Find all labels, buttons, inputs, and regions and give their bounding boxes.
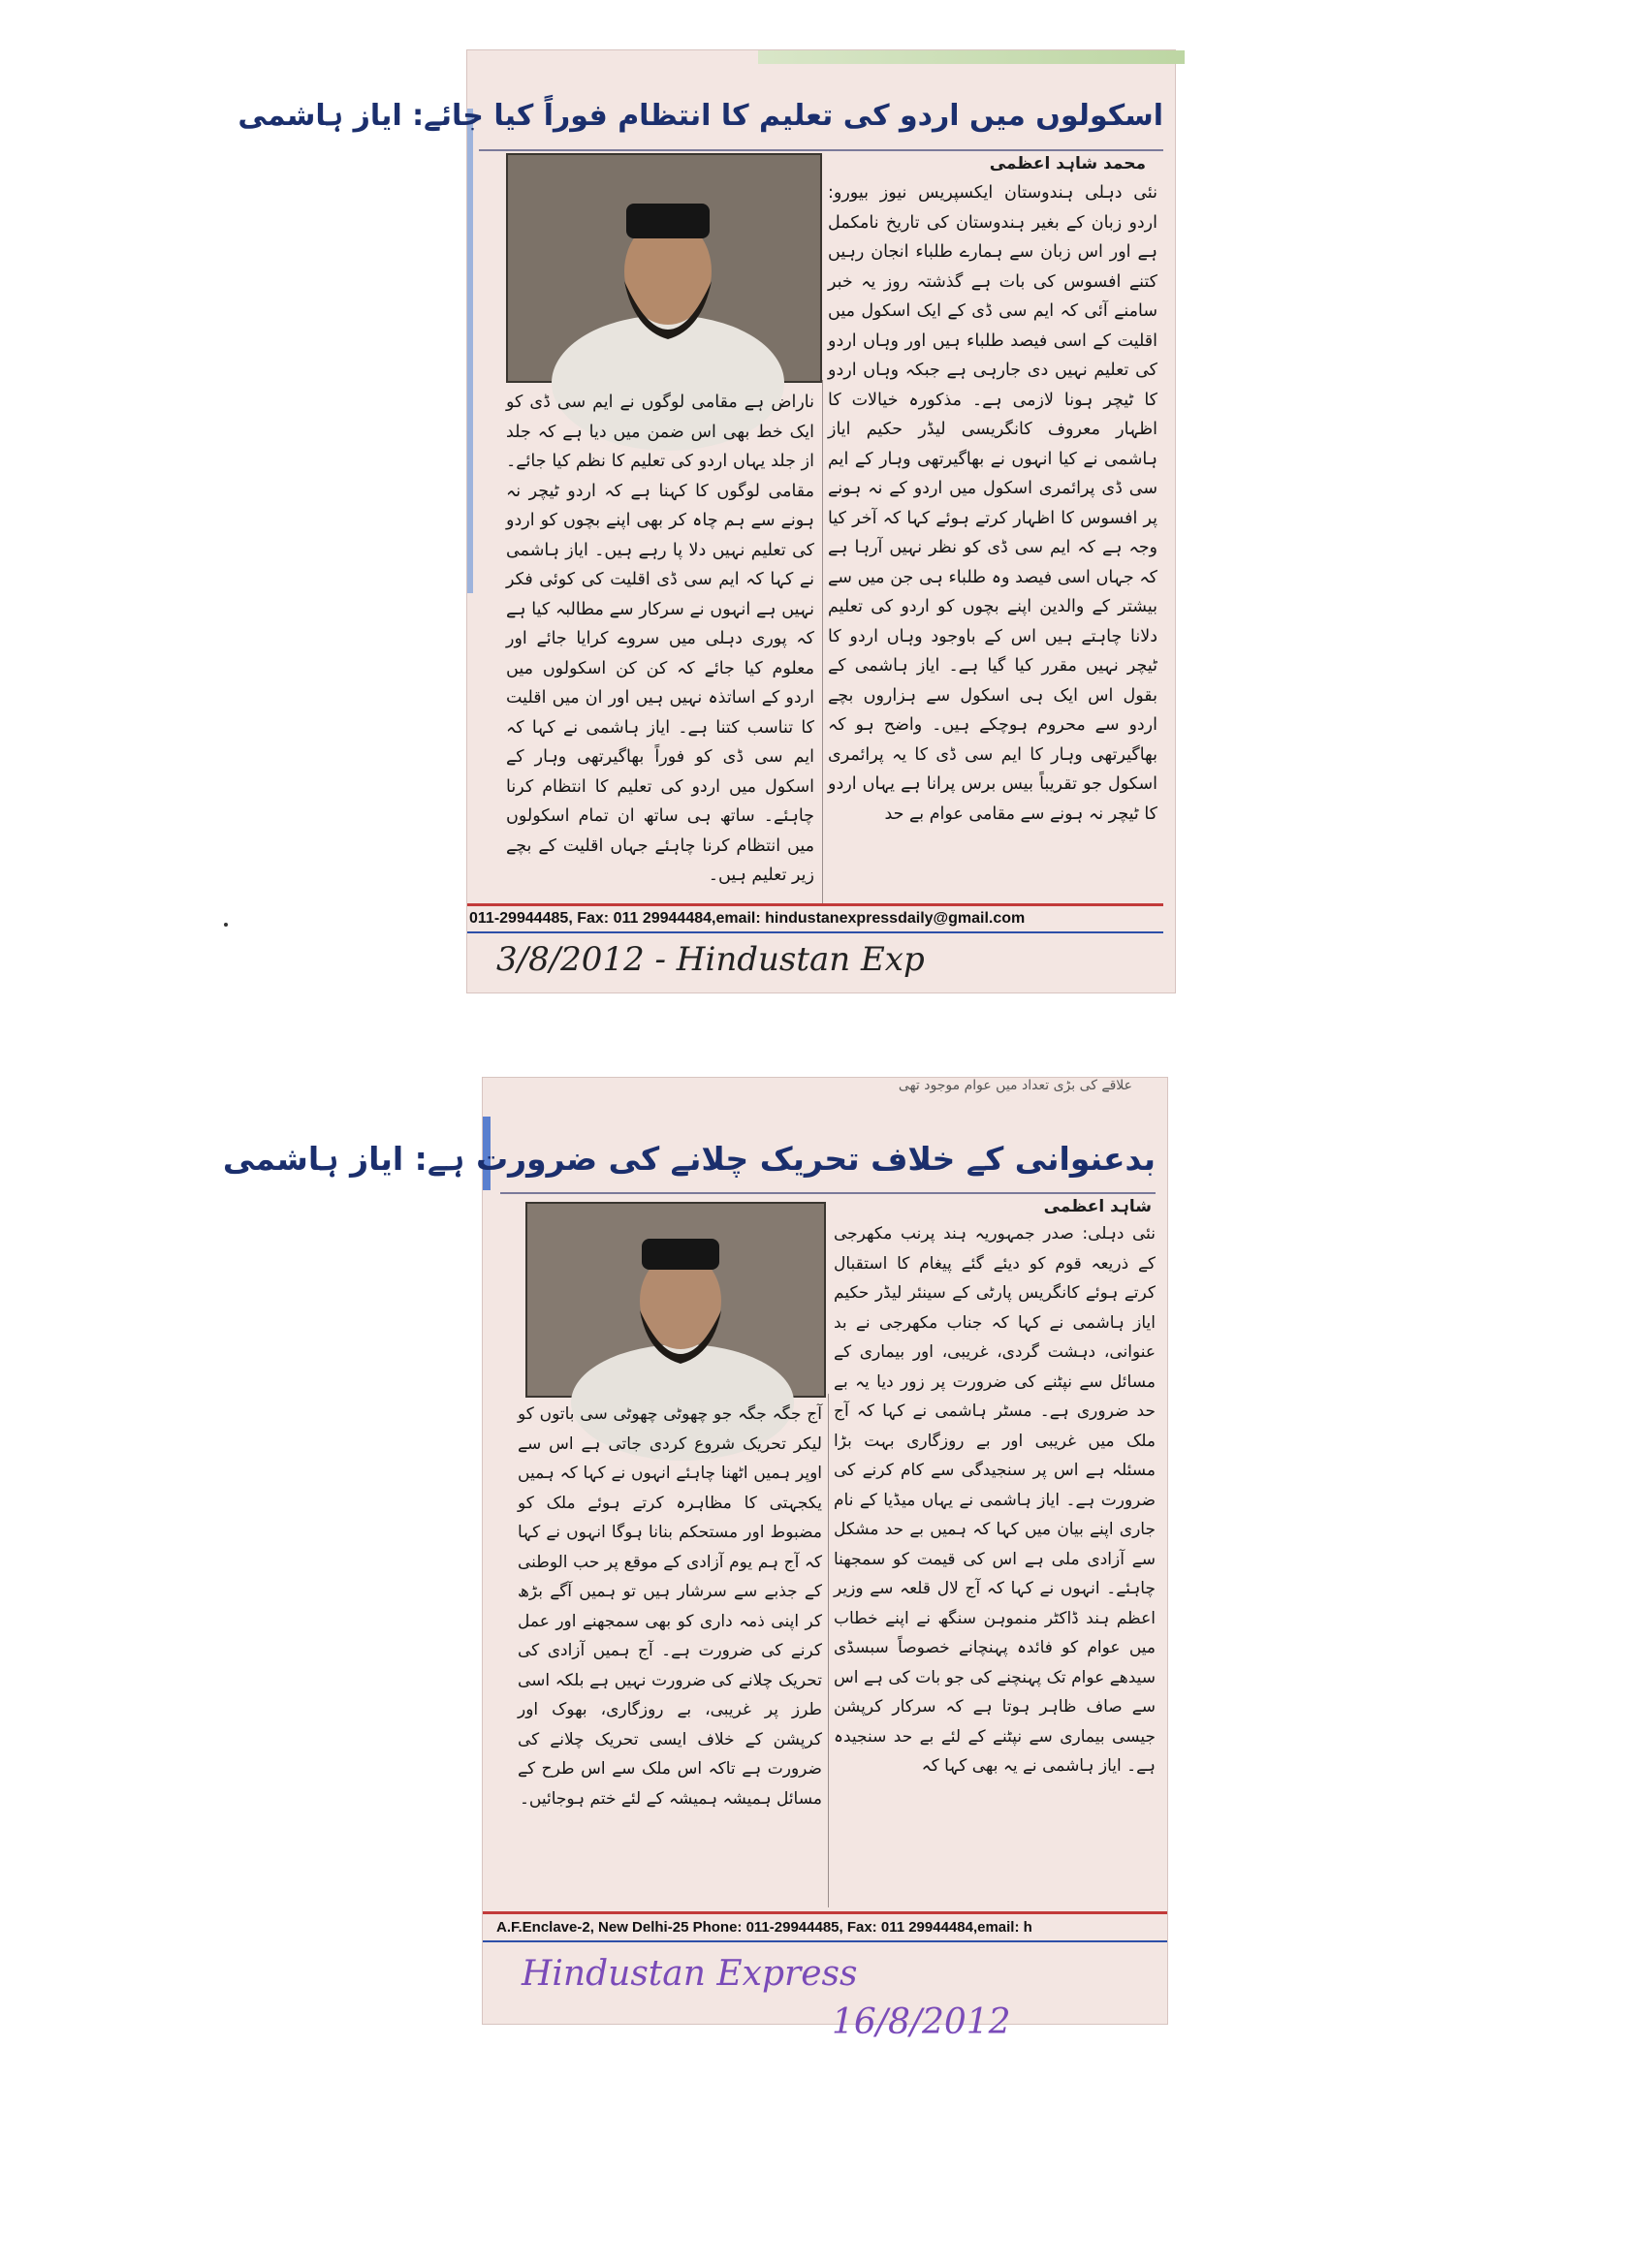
footer-rule-blue [467,931,1163,933]
byline: شاہد اعظمی [1043,1197,1152,1216]
column-separator [822,380,823,903]
stray-dot [224,923,228,927]
blue-margin-mark [467,109,473,593]
article-right-column [834,1219,1156,1906]
clipping-2 [222,1078,1167,2024]
footer-rule-blue [483,1940,1167,1942]
byline: محمد شاہد اعظمی [989,154,1146,173]
clipping-1 [238,50,1175,992]
portrait-image [508,155,820,381]
article-left-column [506,388,814,903]
left-column-text: ناراض ہے مقامی لوگوں نے ایم سی ڈی کو ایک خط بھی اس ضمن میں دیا ہے کہ جلد از جلد یہاں اردو کی تعلیم کا نظم کیا جائے۔ مقامی لوگوں کا کہنا ہے کہ اردو ٹیچر نہ ہونے سے ہم چاہ کر بھی اپنے بچوں کو اردو کی تعلیم نہیں دلا پا رہے ہیں۔ ایاز ہاشمی نے کہا کہ ایم سی ڈی اقلیت کی کوئی فکر نہیں ہے انہوں نے سرکار سے مطالبہ کیا ہے کہ پوری دہلی میں سروے کرایا جائے اور معلوم کیا جائے کہ کن کن اسکولوں میں اردو کے اساتذہ نہیں ہیں اور ان میں اقلیت کا تناسب کتنا ہے۔ ایاز ہاشمی نے کہا کہ ایم سی ڈی کو فوراً بھاگیرتھی وہار کے اسکول میں اردو کی تعلیم کا انتظام کرنا چاہئے۔ ساتھ ہی ساتھ ان تمام اسکولوں میں انتظام کرنا چاہئے جہاں اقلیت کے بچے زیر تعلیم ہیں۔ [506,393,814,885]
handwritten-date: 16/8/2012 [832,2002,1011,2042]
article-left-column [518,1400,822,1906]
handwritten-source: Hindustan Express [522,1954,858,1994]
right-column-text: نئی دہلی: صدر جمہوریہ ہند پرنب مکھرجی کے ذریعہ قوم کو دیئے گئے پیغام کا استقبال کرتے ہوئے کانگریس پارٹی کے سینئر لیڈر حکیم ایاز ہاشمی نے کہا کہ جناب مکھرجی نے بد عنوانی، دہشت گردی، غریبی، اور بیماری کے مسائل سے نپٹنے کی ضرورت پر زور دیا یہ بے حد ضروری ہے۔ مسٹر ہاشمی نے کہا کہ آج ملک میں غریبی اور بے روزگاری بہت بڑا مسئلہ ہے اس پر سنجیدگی سے کام کرنے کی ضرورت ہے۔ ایاز ہاشمی نے یہاں میڈیا کے نام جاری اپنے بیان میں کہا کہ ہمیں بے حد مشکل سے آزادی ملی ہے اس کی قیمت کو سمجھنا چاہئے۔ انہوں نے کہا کہ آج لال قلعہ سے وزیر اعظم ہند ڈاکٹر منموہن سنگھ نے اپنے خطاب میں عوام کو فائدہ پہنچانے خصوصاً سبسڈی سیدھے عوام تک پہنچنے کی جو بات کی ہے اس سے صاف ظاہر ہوتا ہے کہ سرکار کرپشن جیسی بیماری سے نپٹنے کے لئے بے حد سنجیدہ ہے۔ ایاز ہاشمی نے یہ بھی کہا کہ [834,1224,1156,1776]
article-right-column [828,178,1157,896]
torn-top-fragment: علاقے کی بڑی تعداد میں عوام موجود تھی [898,1078,1132,1093]
footer-contact: A.F.Enclave-2, New Delhi-25 Phone: 011-29944485, Fax: 011 29944484,email: h [496,1919,1032,1936]
author-photo [506,153,822,383]
author-photo [525,1202,826,1398]
column-separator [828,1394,829,1907]
left-column-text: آج جگہ جگہ جو چھوٹی چھوٹی سی باتوں کو لیکر تحریک شروع کردی جاتی ہے اس سے اوپر ہمیں اٹھنا چاہئے انہوں نے کہا کہ ہمیں یکجہتی کا مظاہرہ کرتے ہوئے ملک کو مضبوط اور مستحکم بنانا ہوگا انہوں نے کہا کہ آج ہم یوم آزادی کے موقع پر حب الوطنی کے جذبے سے سرشار ہیں تو ہمیں آگے بڑھ کر اپنی ذمہ داری کو بھی سمجھنے اور عمل کرنے کی ضرورت ہے۔ آج ہمیں آزادی کی تحریک چلانے کی ضرورت نہیں ہے بلکہ اسی طرز پر غریبی، بے روزگاری، بھوک اور کرپشن کے خلاف ایسی تحریک چلانے کی ضرورت ہے تاکہ اس ملک سے اس طرح کے مسائل ہمیشہ ہمیشہ کے لئے ختم ہوجائیں۔ [518,1404,822,1809]
footer-rule-red [467,903,1163,906]
right-column-text: نئی دہلی ہندوستان ایکسپریس نیوز بیورو: اردو زبان کے بغیر ہندوستان کی تاریخ نامکمل ہے اور اس زبان سے ہمارے طلباء انجان رہیں کتنے افسوس کی بات ہے گذشتہ روز یہ خبر سامنے آئی کہ ایم سی ڈی کے ایک اسکول میں اقلیت کے اسی فیصد طلباء ہیں اور وہاں اردو کی تعلیم نہیں دی جارہی ہے جبکہ وہاں اردو کا ٹیچر ہونا لازمی ہے۔ مذکورہ خیالات کا اظہار معروف کانگریسی لیڈر حکیم ایاز ہاشمی نے کیا انہوں نے بھاگیرتھی وہار کے ایم سی ڈی پرائمری اسکول میں اردو کے نہ ہونے پر افسوس کا اظہار کرتے ہوئے کہا کہ آخر کیا وجہ ہے کہ ایم سی ڈی کو نظر نہیں آرہا ہے کہ جہاں اسی فیصد وہ طلباء ہی جن میں سے بیشتر کے والدین اپنے بچوں کو اردو کی تعلیم دلانا چاہتے ہیں اس کے باوجود وہاں اردو کا ٹیچر نہیں مقرر کیا گیا ہے۔ ایاز ہاشمی کے بقول اس ایک ہی اسکول سے ہزاروں بچے اردو سے محروم ہوچکے ہیں۔ واضح ہو کہ بھاگیرتھی وہار کا ایم سی ڈی کا یہ پرائمری اسکول جو تقریباً بیس برس پرانا ہے یہاں اردو کا ٹیچر نہ ہونے سے مقامی عوام بے حد [828,183,1157,824]
portrait-image [527,1204,824,1396]
footer-contact: 011-29944485, Fax: 011 29944484,email: hindustanexpressdaily@gmail.com [469,910,1026,927]
torn-top-strip [758,50,1185,64]
headline: اسکولوں میں اردو کی تعلیم کا انتظام فوراً کیا جائے: ایاز ہاشمی [238,99,1163,133]
headline: بدعنوانی کے خلاف تحریک چلانے کی ضرورت ہے: ایاز ہاشمی [222,1140,1156,1178]
footer-rule-red [483,1911,1167,1914]
handwritten-date-source: 3/8/2012 - Hindustan Exp [496,940,925,979]
